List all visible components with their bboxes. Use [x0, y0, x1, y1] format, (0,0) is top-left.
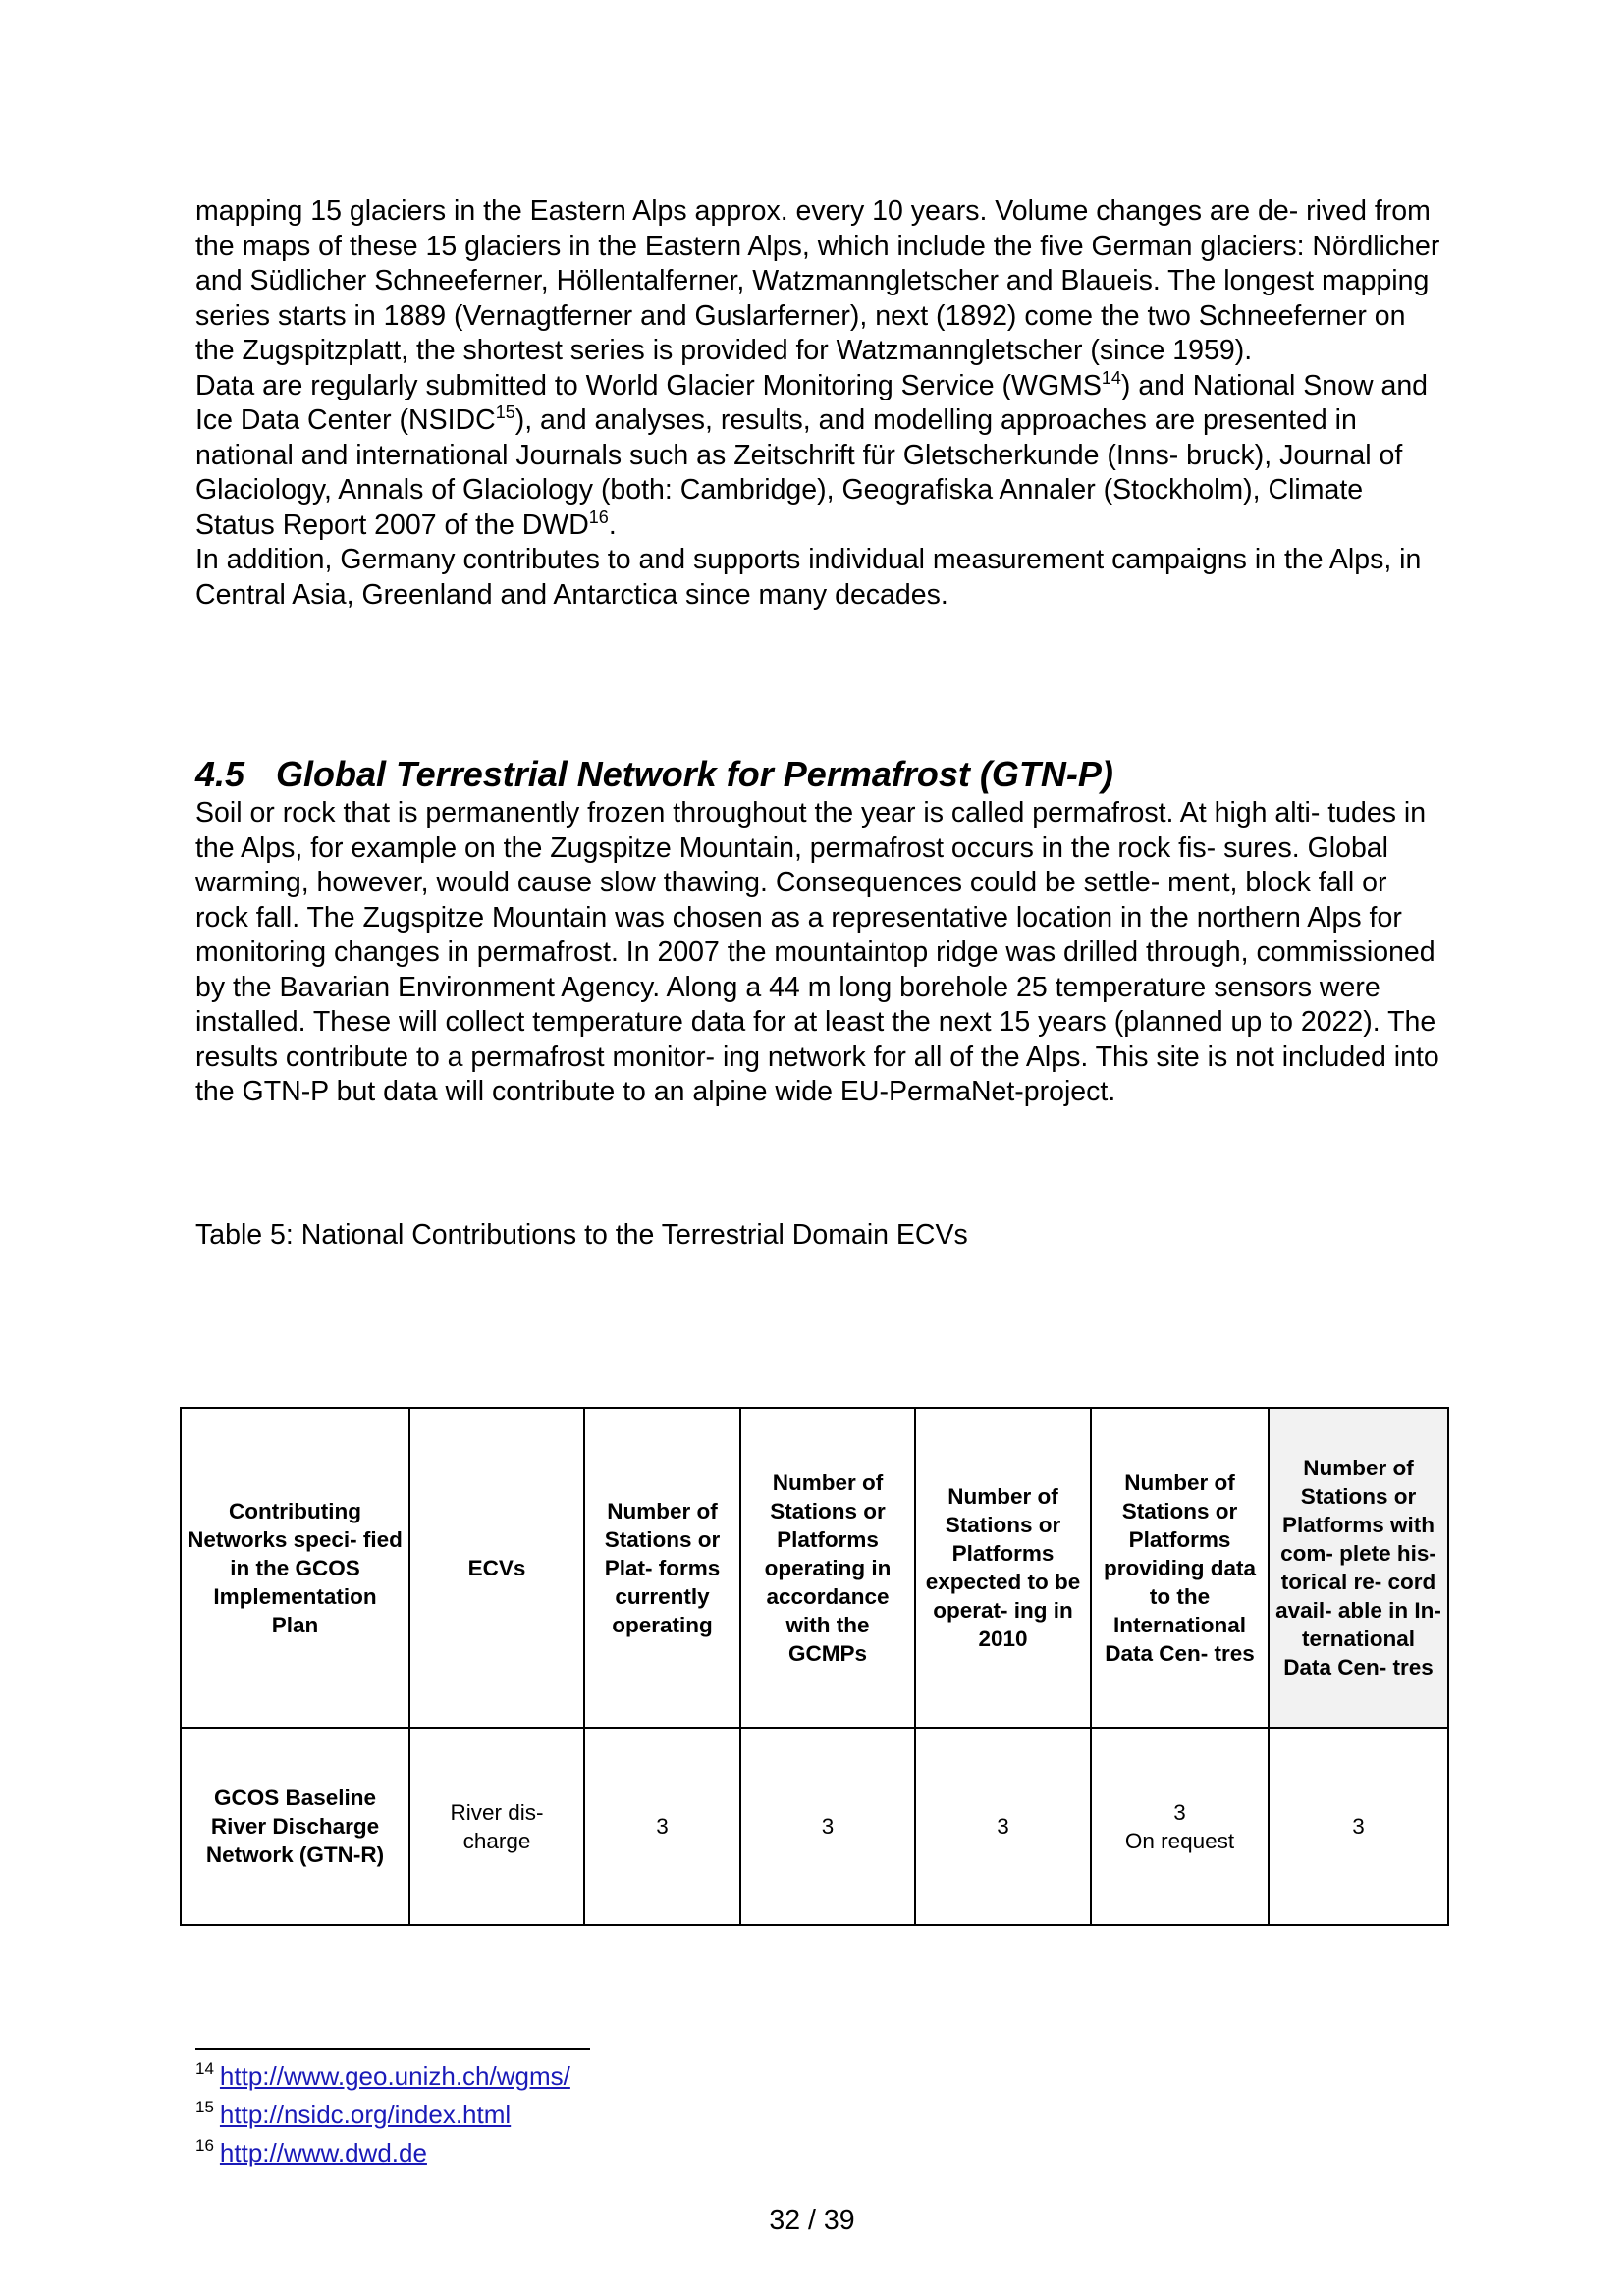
- footnotes: [195, 2054, 570, 2168]
- header-currently-operating: Number of Stations or Plat- forms currently operating: [584, 1408, 740, 1728]
- footnote-16: [195, 2130, 570, 2168]
- header-contributing-networks: Contributing Networks speci- fied in the GCOS Implementation Plan: [181, 1408, 409, 1728]
- paragraph-data-submission: [195, 369, 1447, 544]
- footnote-15: [195, 2092, 570, 2130]
- page-content: [195, 194, 1447, 1252]
- footnote-link-dwd[interactable]: http://www.dwd.de: [219, 2138, 427, 2167]
- paragraph-text: ) and National Snow and Ice Data Center (NSIDC: [195, 369, 1429, 436]
- footnote-ref-14: 14: [1101, 367, 1121, 388]
- footnote-link-nsidc[interactable]: http://nsidc.org/index.html: [219, 2100, 512, 2129]
- footnote-ref-15: 15: [495, 402, 515, 422]
- cell-providing-note: On request: [1124, 1828, 1235, 1853]
- header-providing-data: Number of Stations or Platforms providing data to the International Data Cen- tres: [1091, 1408, 1269, 1728]
- paragraph-text: Data are regularly submitted to World Glacier Monitoring Service (WGMS: [195, 369, 1102, 401]
- cell-current: 3: [584, 1728, 740, 1925]
- cell-ecv: River dis- charge: [409, 1728, 584, 1925]
- paragraph-text: ), and analyses, results, and modelling approaches are presented in national and international Journals such as Zeitschrift für Gletscherkunde (Inns- bruck), Journal of Glaciology, Annals of Glaciology (both: Cambridge), Geografiska Annaler (Stockholm), Climate Status Report 2007 of the DWD: [195, 404, 1403, 541]
- cell-historical: 3: [1269, 1728, 1448, 1925]
- header-expected-2010: Number of Stations or Platforms expected to be operat- ing in 2010: [915, 1408, 1091, 1728]
- table-row: [181, 1728, 1448, 1925]
- footnote-number: 15: [195, 2098, 214, 2116]
- section-title: Global Terrestrial Network for Permafrost (GTN-P): [276, 754, 1113, 794]
- header-historical-record: Number of Stations or Platforms with com- plete his- torical re- cord avail- able in In- ternational Data Cen- tres: [1269, 1408, 1448, 1728]
- table-caption: Table 5: National Contributions to the Terrestrial Domain ECVs: [195, 1218, 968, 1251]
- header-gcmp-accordance: Number of Stations or Platforms operating in accordance with the GCMPs: [740, 1408, 915, 1728]
- ecv-table: [180, 1407, 1449, 1926]
- cell-expected: 3: [915, 1728, 1091, 1925]
- section-heading: [195, 753, 1447, 796]
- cell-gcmp: 3: [740, 1728, 915, 1925]
- paragraph-glacier-mapping: mapping 15 glaciers in the Eastern Alps approx. every 10 years. Volume changes are de- rived from the maps of these 15 glaciers in the Eastern Alps, which include the five German glaciers: Nördlicher and Südlicher Schneeferner, Höllentalferner, Watzmanngletscher and Blaueis. The longest mapping series starts in 1889 (Vernagtferner and Guslarferner), next (1892) come the two Schneeferner on the Zugspitzplatt, the shortest series is provided for Watzmanngletscher (since 1959).: [195, 195, 1440, 366]
- table-header-row: [181, 1408, 1448, 1728]
- cell-providing-value: 3: [1173, 1799, 1186, 1825]
- footnote-number: 16: [195, 2136, 214, 2155]
- footnote-ref-16: 16: [588, 507, 609, 527]
- section-number: 4.5: [195, 754, 245, 794]
- paragraph-campaigns: In addition, Germany contributes to and supports individual measurement campaigns in the Alps, in Central Asia, Greenland and Antarctica since many decades.: [195, 544, 1422, 611]
- paragraph-permafrost: Soil or rock that is permanently frozen throughout the year is called permafrost. At high alti- tudes in the Alps, for example on the Zugspitze Mountain, permafrost occurs in the rock fis- sures. Global warming, however, would cause slow thawing. Consequences could be settle- ment, block fall or rock fall. The Zugspitze Mountain was chosen as a representative location in the northern Alps for monitoring changes in permafrost. In 2007 the mountaintop ridge was drilled through, commissioned by the Bavarian Environment Agency. Along a 44 m long borehole 25 temperature sensors were installed. These will collect temperature data for at least the next 15 years (planned up to 2022). The results contribute to a permafrost monitor- ing network for all of the Alps. This site is not included into the GTN-P but data will contribute to an alpine wide EU-PermaNet-project.: [195, 797, 1439, 1107]
- cell-network: GCOS Baseline River Discharge Network (GTN-R): [181, 1728, 409, 1925]
- footnote-divider: [195, 2048, 590, 2050]
- footnote-link-wgms[interactable]: http://www.geo.unizh.ch/wgms/: [219, 2061, 570, 2091]
- page-number: 32 / 39: [769, 2205, 855, 2236]
- footnote-14: [195, 2054, 570, 2092]
- footnote-number: 14: [195, 2059, 214, 2078]
- header-ecvs: ECVs: [409, 1408, 584, 1728]
- cell-providing: [1091, 1728, 1269, 1925]
- paragraph-text: .: [608, 508, 617, 541]
